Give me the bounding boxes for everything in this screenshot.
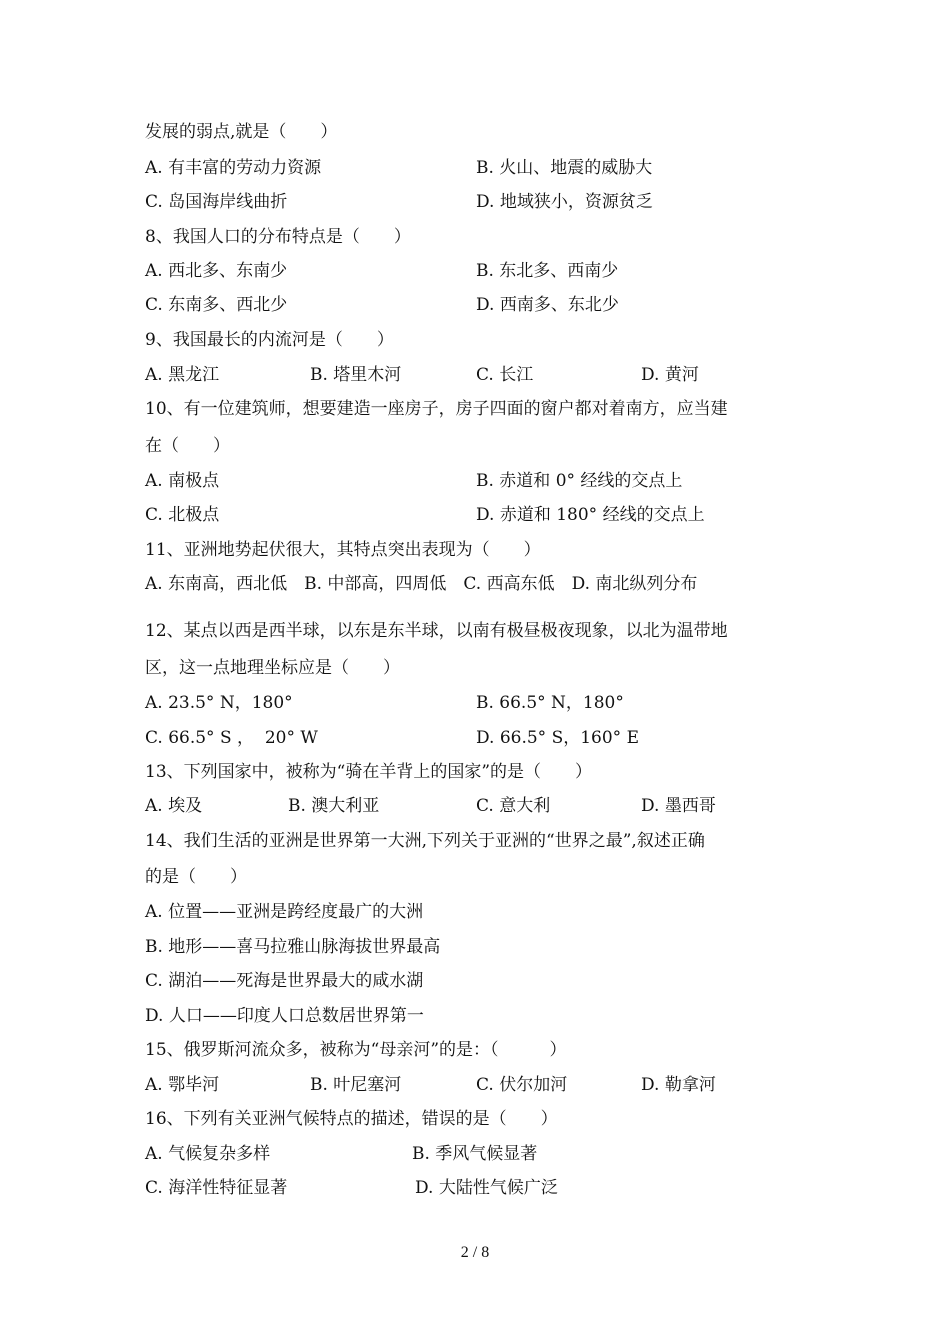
q14-option-b: B. 地形——喜马拉雅山脉海拔世界最高 — [145, 937, 441, 957]
q14-option-a: A. 位置——亚洲是跨经度最广的大洲 — [145, 902, 424, 922]
q12-option-d: D. 66.5° S，160° E — [476, 728, 639, 748]
q13-option-c: C. 意大利 — [476, 796, 551, 816]
q13-option-d: D. 墨西哥 — [641, 796, 716, 816]
q10-option-a: A. 南极点 — [145, 471, 220, 491]
question-12-line-1: 12、某点以西是西半球，以东是东半球，以南有极昼极夜现象，以北为温带地 — [145, 621, 728, 641]
q9-option-b: B. 塔里木河 — [310, 365, 402, 385]
q7-option-b: B. 火山、地震的威胁大 — [476, 158, 653, 178]
q16-option-c: C. 海洋性特征显著 — [145, 1178, 288, 1198]
question-9: 9、我国最长的内流河是（ ） — [145, 330, 394, 350]
question-7-stem-end: 发展的弱点,就是（ ） — [145, 122, 338, 142]
q7-option-a: A. 有丰富的劳动力资源 — [145, 158, 322, 178]
q8-option-b: B. 东北多、西南少 — [476, 261, 619, 281]
q9-option-c: C. 长江 — [476, 365, 534, 385]
question-14-line-2: 的是（ ） — [145, 867, 247, 887]
q15-option-d: D. 勒拿河 — [641, 1075, 716, 1095]
question-8: 8、我国人口的分布特点是（ ） — [145, 227, 411, 247]
q7-option-d: D. 地域狭小，资源贫乏 — [476, 192, 653, 212]
q7-option-c: C. 岛国海岸线曲折 — [145, 192, 288, 212]
q8-option-c: C. 东南多、西北少 — [145, 295, 288, 315]
question-11: 11、亚洲地势起伏很大，其特点突出表现为（ ） — [145, 540, 541, 560]
q12-option-a: A. 23.5° N，180° — [145, 693, 293, 713]
q15-option-a: A. 鄂毕河 — [145, 1075, 220, 1095]
q10-option-c: C. 北极点 — [145, 505, 220, 525]
question-10-line-2: 在（ ） — [145, 436, 230, 456]
question-12-line-2: 区，这一点地理坐标应是（ ） — [145, 658, 400, 678]
page-number: 2 / 8 — [460, 1244, 490, 1261]
question-14-line-1: 14、我们生活的亚洲是世界第一大洲,下列关于亚洲的“世界之最”,叙述正确 — [145, 831, 705, 851]
question-13: 13、下列国家中，被称为“骑在羊背上的国家”的是（ ） — [145, 762, 593, 782]
q16-option-b: B. 季风气候显著 — [412, 1144, 538, 1164]
q9-option-d: D. 黄河 — [641, 365, 699, 385]
q13-option-b: B. 澳大利亚 — [288, 796, 380, 816]
q10-option-b: B. 赤道和 0° 经线的交点上 — [476, 471, 683, 491]
q14-option-c: C. 湖泊——死海是世界最大的咸水湖 — [145, 971, 424, 991]
q15-option-b: B. 叶尼塞河 — [310, 1075, 402, 1095]
q12-option-b: B. 66.5° N，180° — [476, 693, 624, 713]
q16-option-d: D. 大陆性气候广泛 — [415, 1178, 558, 1198]
q10-option-d: D. 赤道和 180° 经线的交点上 — [476, 505, 705, 525]
q15-option-c: C. 伏尔加河 — [476, 1075, 568, 1095]
q12-option-c: C. 66.5° S ， 20° W — [145, 728, 318, 748]
q13-option-a: A. 埃及 — [145, 796, 203, 816]
question-10-line-1: 10、有一位建筑师，想要建造一座房子，房子四面的窗户都对着南方，应当建 — [145, 399, 728, 419]
q8-option-d: D. 西南多、东北少 — [476, 295, 619, 315]
q9-option-a: A. 黑龙江 — [145, 365, 220, 385]
q16-option-a: A. 气候复杂多样 — [145, 1144, 271, 1164]
q14-option-d: D. 人口——印度人口总数居世界第一 — [145, 1006, 424, 1026]
question-15: 15、俄罗斯河流众多，被称为“母亲河”的是：（ ） — [145, 1040, 567, 1060]
question-16: 16、下列有关亚洲气候特点的描述，错误的是（ ） — [145, 1109, 558, 1129]
q8-option-a: A. 西北多、东南少 — [145, 261, 288, 281]
q11-options: A. 东南高，西北低 B. 中部高，四周低 C. 西高东低 D. 南北纵列分布 — [145, 574, 698, 594]
